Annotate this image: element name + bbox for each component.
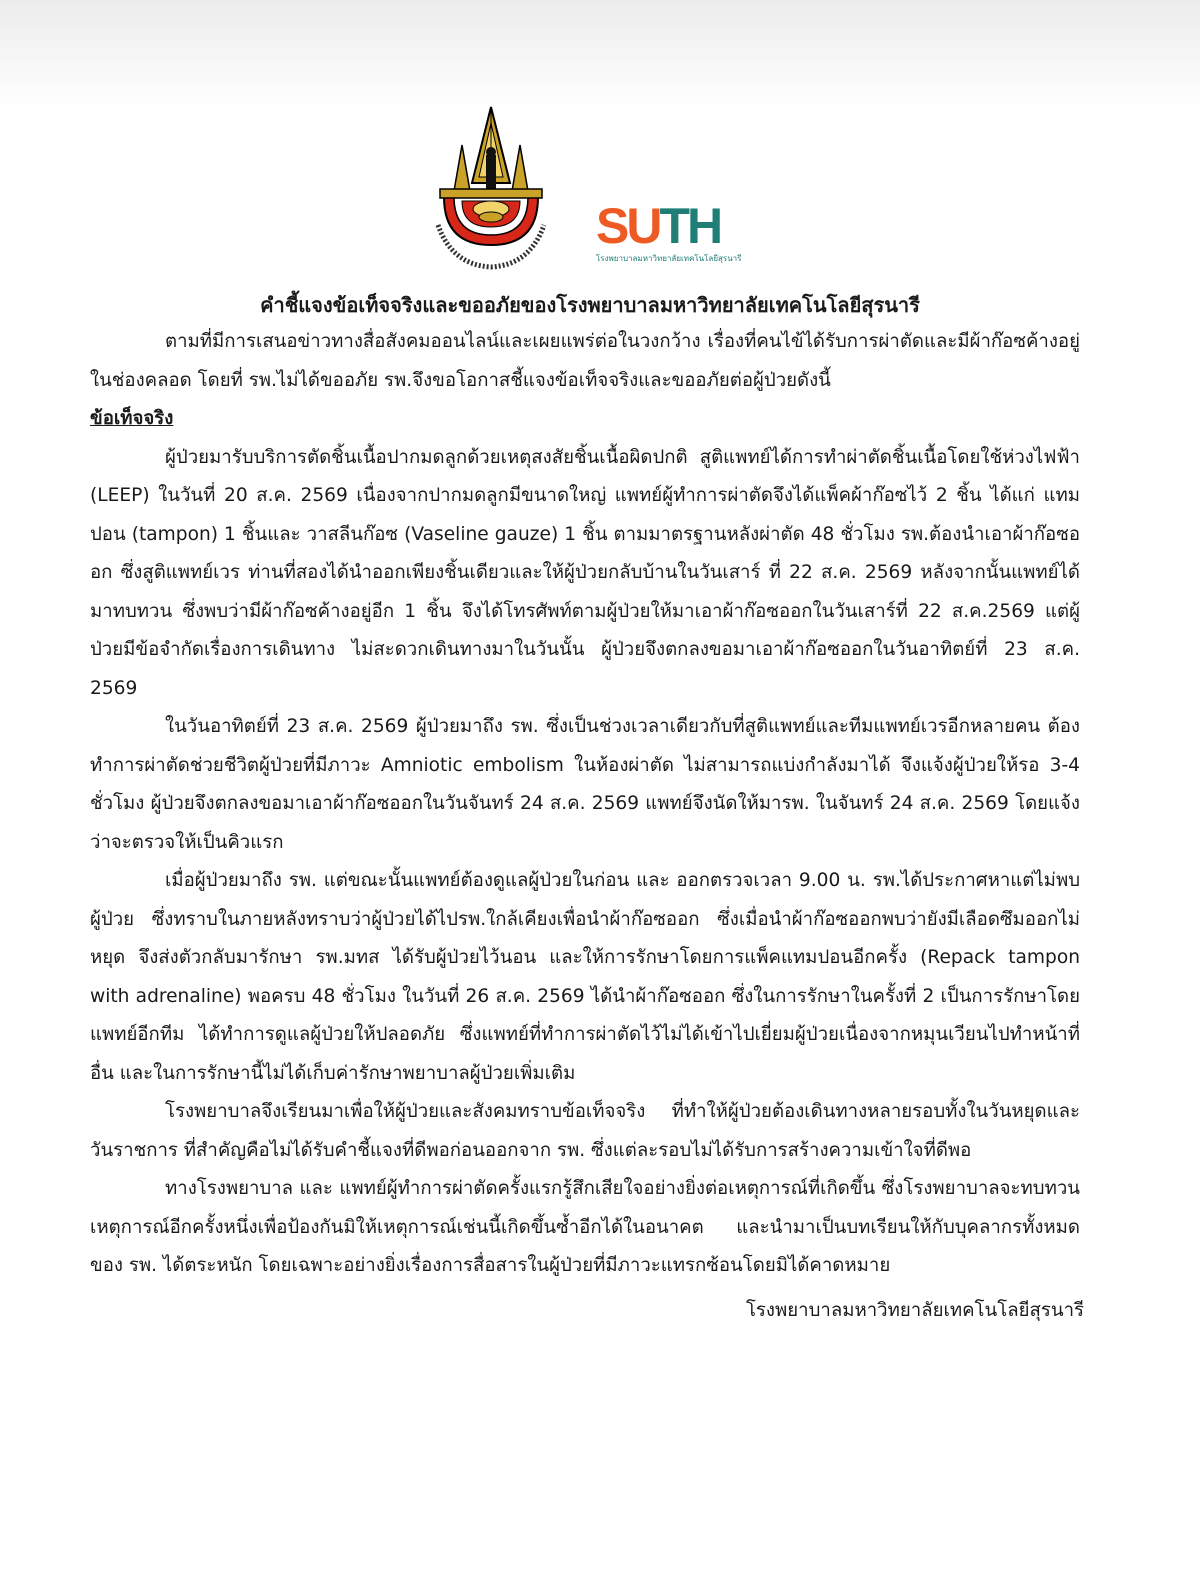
facts-paragraph-3: เมื่อผู้ป่วยมาถึง รพ. แต่ขณะนั้นแพทย์ต้องดูแลผู้ป่วยในก่อน และ ออกตรวจเวลา 9.00 น. รพ.ได้ประกาศหาแต่ไม่พบผู้ป่วย ซึ่งทราบในภายหลังทราบว่าผู้ป่วยได้ไปรพ.ใกล้เคียงเพื่อนำผ้าก๊อซออก ซึ่งเมื่อนำผ้าก๊อซออกพบว่ายังมีเลือดซึมออกไม่หยุด จึงส่งตัวกลับมารักษา รพ.มทส ได้รับผู้ป่วยไว้นอน และให้การรักษาโดยการแพ็คแทมปอนอีกครั้ง (Repack tampon with adrenaline) พอครบ 48 ชั่วโมง ในวันที่ 26 ส.ค. 2569 ได้นำผ้าก๊อซออก ซึ่งในการรักษาในครั้งที่ 2 เป็นการรักษาโดยแพทย์อีกทีม ได้ทำการดูแลผู้ป่วยให้ปลอดภัย ซึ่งแพทย์ที่ทำการผ่าตัดไว้ไม่ได้เข้าไปเยี่ยมผู้ป่วยเนื่องจากหมุนเวียนไปทำหน้าที่อื่น และในการรักษานี้ไม่ได้เก็บค่ารักษาพยาบาลผู้ป่วยเพิ่มเติม	[90, 870, 1080, 1084]
university-emblem-logo	[432, 105, 550, 270]
intro-paragraph: ตามที่มีการเสนอข่าวทางสื่อสังคมออนไลน์และเผยแพร่ต่อในวงกว้าง เรื่องที่คนไข้ได้รับการผ่าตัดและมีผ้าก๊อซค้างอยู่ในช่องคลอด โดยที่ รพ.ไม่ได้ขออภัย รพ.จึงขอโอกาสชี้แจงข้อเท็จจริงและขออภัยต่อผู้ป่วยดังนี้	[90, 331, 1080, 391]
facts-paragraph-2: ในวันอาทิตย์ที่ 23 ส.ค. 2569 ผู้ป่วยมาถึง รพ. ซึ่งเป็นช่วงเวลาเดียวกับที่สูติแพทย์และทีมแพทย์เวรอีกหลายคน ต้องทำการผ่าตัดช่วยชีวิตผู้ป่วยที่มีภาวะ Amniotic embolism ในห้องผ่าตัด ไม่สามารถแบ่งกำลังมาได้ จึงแจ้งผู้ป่วยให้รอ 3-4 ชั่วโมง ผู้ป่วยจึงตกลงขอมาเอาผ้าก๊อซออกในวันจันทร์ 24 ส.ค. 2569 แพทย์จึงนัดให้มารพ. ในจันทร์ 24 ส.ค. 2569 โดยแจ้งว่าจะตรวจให้เป็นคิวแรก	[90, 716, 1080, 853]
statement-body	[90, 285, 1084, 1330]
suth-logo-text-orange: SU	[596, 198, 660, 254]
suth-logo-caption: โรงพยาบาลมหาวิทยาลัยเทคโนโลยีสุรนารี	[596, 254, 742, 263]
apology-paragraph: ทางโรงพยาบาล และ แพทย์ผู้ทำการผ่าตัดครั้งแรกรู้สึกเสียใจอย่างยิ่งต่อเหตุการณ์ที่เกิดขึ้น ซึ่งโรงพยาบาลจะทบทวนเหตุการณ์อีกครั้งหนึ่งเพื่อป้องกันมิให้เหตุการณ์เช่นนี้เกิดขึ้นซ้ำอีกได้ในอนาคต และนำมาเป็นบทเรียนให้กับบุคลากรทั้งหมดของ รพ. ได้ตระหนัก โดยเฉพาะอย่างยิ่งเรื่องการสื่อสารในผู้ป่วยที่มีภาวะแทรกซ้อนโดยมิได้คาดหมาย	[90, 1178, 1080, 1276]
signature-line: โรงพยาบาลมหาวิทยาลัยเทคโนโลยีสุรนารี	[745, 1299, 1084, 1321]
logo-header	[0, 105, 1200, 275]
facts-heading: ข้อเท็จจริง	[90, 408, 174, 429]
hospital-suth-logo	[596, 200, 756, 270]
document-title: คำชี้แจงข้อเท็จจริงและขออภัยของโรงพยาบาลมหาวิทยาลัยเทคโนโลยีสุรนารี	[260, 293, 920, 317]
facts-paragraph-1: ผู้ป่วยมารับบริการตัดชิ้นเนื้อปากมดลูกด้วยเหตุสงสัยชิ้นเนื้อผิดปกติ สูติแพทย์ได้การทำผ่าตัดชิ้นเนื้อโดยใช้ห่วงไฟฟ้า (LEEP) ในวันที่ 20 ส.ค. 2569 เนื่องจากปากมดลูกมีขนาดใหญ่ แพทย์ผู้ทำการผ่าตัดจึงได้แพ็คผ้าก๊อซไว้ 2 ชิ้น ได้แก่ แทมปอน (tampon) 1 ชิ้นและ วาสลีนก๊อซ (Vaseline gauze) 1 ชิ้น ตามมาตรฐานหลังผ่าตัด 48 ชั่วโมง รพ.ต้องนำเอาผ้าก๊อซออก ซึ่งสูติแพทย์เวร ท่านที่สองได้นำออกเพียงชิ้นเดียวและให้ผู้ป่วยกลับบ้านในวันเสาร์ ที่ 22 ส.ค. 2569 หลังจากนั้นแพทย์ได้มาทบทวน ซึ่งพบว่ามีผ้าก๊อซค้างอยู่อีก 1 ชิ้น จึงได้โทรศัพท์ตามผู้ป่วยให้มาเอาผ้าก๊อซออกในวันเสาร์ที่ 22 ส.ค.2569 แต่ผู้ป่วยมีข้อจำกัดเรื่องการเดินทาง ไม่สะดวกเดินทางมาในวันนั้น ผู้ป่วยจึงตกลงขอมาเอาผ้าก๊อซออกในวันอาทิตย์ที่ 23 ส.ค. 2569	[90, 446, 1080, 699]
suth-logo-text-teal: TH	[659, 198, 721, 254]
facts-paragraph-4: โรงพยาบาลจึงเรียนมาเพื่อให้ผู้ป่วยและสังคมทราบข้อเท็จจริง ที่ทำให้ผู้ป่วยต้องเดินทางหลายรอบทั้งในวันหยุดและวันราชการ ที่สำคัญคือไม่ได้รับคำชี้แจงที่ดีพอก่อนออกจาก รพ. ซึ่งแต่ละรอบไม่ได้รับการสร้างความเข้าใจที่ดีพอ	[90, 1101, 1080, 1161]
